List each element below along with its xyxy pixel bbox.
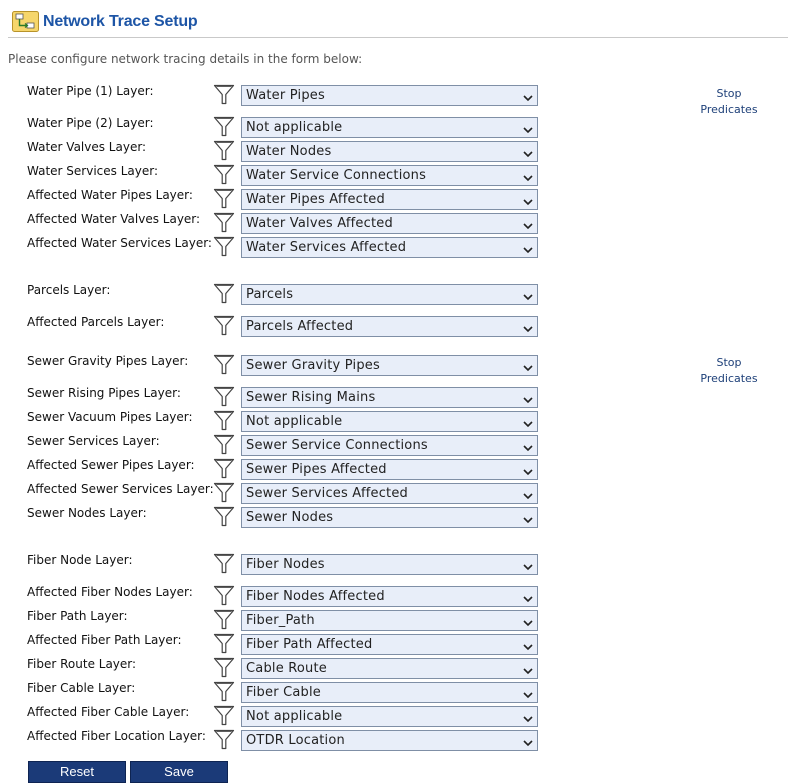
page-title: Network Trace Setup bbox=[43, 13, 198, 30]
layer-select[interactable] bbox=[241, 483, 538, 504]
layer-select-value: Not applicable bbox=[246, 120, 343, 135]
layer-row bbox=[0, 84, 560, 108]
layer-select[interactable] bbox=[241, 411, 538, 432]
layer-label: Sewer Rising Pipes Layer: bbox=[27, 386, 181, 400]
filter-icon[interactable] bbox=[212, 114, 236, 138]
layer-select[interactable] bbox=[241, 459, 538, 480]
layer-label: Affected Fiber Nodes Layer: bbox=[27, 585, 193, 599]
chevron-down-icon bbox=[523, 489, 533, 497]
filter-icon[interactable] bbox=[212, 186, 236, 210]
filter-icon[interactable] bbox=[212, 504, 236, 528]
layer-label: Affected Fiber Location Layer: bbox=[27, 729, 206, 743]
layer-row bbox=[0, 657, 560, 681]
layer-label: Water Valves Layer: bbox=[27, 140, 147, 154]
filter-icon[interactable] bbox=[212, 607, 236, 631]
chevron-down-icon bbox=[523, 171, 533, 179]
layer-select-value: Fiber Path Affected bbox=[246, 637, 373, 652]
chevron-down-icon bbox=[523, 393, 533, 401]
layer-select[interactable] bbox=[241, 189, 538, 210]
filter-icon[interactable] bbox=[212, 551, 236, 575]
layer-label: Affected Water Pipes Layer: bbox=[27, 188, 193, 202]
layer-select[interactable] bbox=[241, 507, 538, 528]
layer-select-value: Water Service Connections bbox=[246, 168, 427, 183]
filter-icon[interactable] bbox=[212, 703, 236, 727]
layer-row bbox=[0, 116, 560, 140]
filter-icon[interactable] bbox=[212, 583, 236, 607]
layer-label: Fiber Path Layer: bbox=[27, 609, 128, 623]
chevron-down-icon bbox=[523, 592, 533, 600]
layer-row bbox=[0, 609, 560, 633]
chevron-down-icon bbox=[523, 640, 533, 648]
layer-select-value: Parcels bbox=[246, 287, 294, 302]
layer-select-value: OTDR Location bbox=[246, 733, 345, 748]
layer-select[interactable] bbox=[241, 634, 538, 655]
filter-icon[interactable] bbox=[212, 655, 236, 679]
stop-predicates-line2: Predicates bbox=[700, 103, 758, 116]
layer-select-value: Sewer Pipes Affected bbox=[246, 462, 387, 477]
filter-icon[interactable] bbox=[212, 456, 236, 480]
filter-icon[interactable] bbox=[212, 138, 236, 162]
filter-icon[interactable] bbox=[212, 408, 236, 432]
layer-select[interactable] bbox=[241, 117, 538, 138]
layer-select[interactable] bbox=[241, 284, 538, 305]
reset-button[interactable]: Reset bbox=[28, 761, 126, 783]
layer-select[interactable] bbox=[241, 316, 538, 337]
filter-icon[interactable] bbox=[212, 82, 236, 106]
layer-select-value: Cable Route bbox=[246, 661, 327, 676]
layer-select[interactable] bbox=[241, 730, 538, 751]
layer-label: Water Pipe (1) Layer: bbox=[27, 84, 154, 98]
chevron-down-icon bbox=[523, 560, 533, 568]
chevron-down-icon bbox=[523, 712, 533, 720]
layer-select[interactable] bbox=[241, 435, 538, 456]
layer-select[interactable] bbox=[241, 165, 538, 186]
chevron-down-icon bbox=[523, 664, 533, 672]
filter-icon[interactable] bbox=[212, 352, 236, 376]
filter-icon[interactable] bbox=[212, 313, 236, 337]
layer-select[interactable] bbox=[241, 85, 538, 106]
layer-row bbox=[0, 506, 560, 530]
layer-select-value: Fiber Nodes Affected bbox=[246, 589, 385, 604]
chevron-down-icon bbox=[523, 322, 533, 330]
layer-select-value: Sewer Nodes bbox=[246, 510, 334, 525]
chevron-down-icon bbox=[523, 290, 533, 298]
layer-row bbox=[0, 164, 560, 188]
chevron-down-icon bbox=[523, 243, 533, 251]
layer-select-value: Water Services Affected bbox=[246, 240, 407, 255]
layer-label: Fiber Node Layer: bbox=[27, 553, 133, 567]
layer-label: Fiber Cable Layer: bbox=[27, 681, 136, 695]
layer-row bbox=[0, 482, 560, 506]
layer-select[interactable] bbox=[241, 237, 538, 258]
chevron-down-icon bbox=[523, 195, 533, 203]
layer-select-value: Fiber_Path bbox=[246, 613, 315, 628]
layer-row bbox=[0, 236, 560, 260]
layer-select[interactable] bbox=[241, 706, 538, 727]
layer-select[interactable] bbox=[241, 682, 538, 703]
chevron-down-icon bbox=[523, 123, 533, 131]
layer-select[interactable] bbox=[241, 141, 538, 162]
filter-icon[interactable] bbox=[212, 432, 236, 456]
stop-predicates-line1: Stop bbox=[716, 356, 742, 369]
layer-row bbox=[0, 681, 560, 705]
layer-row bbox=[0, 633, 560, 657]
filter-icon[interactable] bbox=[212, 210, 236, 234]
filter-icon[interactable] bbox=[212, 679, 236, 703]
layer-label: Affected Sewer Pipes Layer: bbox=[27, 458, 195, 472]
chevron-down-icon bbox=[523, 465, 533, 473]
layer-row bbox=[0, 386, 560, 410]
chevron-down-icon bbox=[523, 91, 533, 99]
chevron-down-icon bbox=[523, 513, 533, 521]
chevron-down-icon bbox=[523, 219, 533, 227]
layer-row bbox=[0, 434, 560, 458]
filter-icon[interactable] bbox=[212, 234, 236, 258]
layer-label: Affected Water Services Layer: bbox=[27, 236, 212, 250]
chevron-down-icon bbox=[523, 736, 533, 744]
layer-select[interactable] bbox=[241, 554, 538, 575]
chevron-down-icon bbox=[523, 147, 533, 155]
layer-row bbox=[0, 729, 560, 753]
layer-row bbox=[0, 188, 560, 212]
layer-row bbox=[0, 553, 560, 577]
layer-select-value: Fiber Cable bbox=[246, 685, 321, 700]
layer-row bbox=[0, 585, 560, 609]
layer-select-value: Water Nodes bbox=[246, 144, 332, 159]
layer-row bbox=[0, 140, 560, 164]
chevron-down-icon bbox=[523, 441, 533, 449]
layer-label: Affected Fiber Cable Layer: bbox=[27, 705, 190, 719]
chevron-down-icon bbox=[523, 417, 533, 425]
filter-icon[interactable] bbox=[212, 727, 236, 751]
layer-label: Sewer Gravity Pipes Layer: bbox=[27, 354, 189, 368]
layer-select-value: Not applicable bbox=[246, 414, 343, 429]
filter-icon[interactable] bbox=[212, 384, 236, 408]
layer-select-value: Water Pipes Affected bbox=[246, 192, 385, 207]
layer-label: Water Pipe (2) Layer: bbox=[27, 116, 154, 130]
layer-select-value: Not applicable bbox=[246, 709, 343, 724]
layer-row bbox=[0, 315, 560, 339]
layer-label: Fiber Route Layer: bbox=[27, 657, 137, 671]
layer-select-value: Water Valves Affected bbox=[246, 216, 393, 231]
chevron-down-icon bbox=[523, 616, 533, 624]
layer-label: Sewer Vacuum Pipes Layer: bbox=[27, 410, 193, 424]
layer-row bbox=[0, 212, 560, 236]
layer-label: Affected Water Valves Layer: bbox=[27, 212, 201, 226]
layer-label: Affected Parcels Layer: bbox=[27, 315, 165, 329]
filter-icon[interactable] bbox=[212, 281, 236, 305]
layer-select-value: Parcels Affected bbox=[246, 319, 354, 334]
layer-select[interactable] bbox=[241, 387, 538, 408]
chevron-down-icon bbox=[523, 688, 533, 696]
stop-predicates-link[interactable] bbox=[684, 86, 774, 118]
layer-select[interactable] bbox=[241, 658, 538, 679]
layer-row bbox=[0, 458, 560, 482]
stop-predicates-line1: Stop bbox=[716, 87, 742, 100]
filter-icon[interactable] bbox=[212, 162, 236, 186]
layer-select-value: Sewer Rising Mains bbox=[246, 390, 376, 405]
layer-label: Water Services Layer: bbox=[27, 164, 158, 178]
layer-label: Sewer Nodes Layer: bbox=[27, 506, 147, 520]
filter-icon[interactable] bbox=[212, 480, 236, 504]
intro-text: Please configure network tracing details in the form below: bbox=[8, 52, 363, 66]
save-button[interactable]: Save bbox=[130, 761, 228, 783]
layer-label: Affected Sewer Services Layer: bbox=[27, 482, 214, 496]
layer-label: Parcels Layer: bbox=[27, 283, 111, 297]
chevron-down-icon bbox=[523, 361, 533, 369]
layer-select-value: Fiber Nodes bbox=[246, 557, 325, 572]
stop-predicates-link[interactable] bbox=[684, 355, 774, 387]
layer-row bbox=[0, 410, 560, 434]
stop-predicates-line2: Predicates bbox=[700, 372, 758, 385]
layer-row bbox=[0, 354, 560, 378]
layer-select-value: Sewer Service Connections bbox=[246, 438, 428, 453]
layer-row bbox=[0, 705, 560, 729]
layer-select-value: Sewer Gravity Pipes bbox=[246, 358, 380, 373]
layer-select[interactable] bbox=[241, 586, 538, 607]
layer-select[interactable] bbox=[241, 610, 538, 631]
layer-label: Sewer Services Layer: bbox=[27, 434, 160, 448]
page-header bbox=[8, 10, 788, 38]
layer-select[interactable] bbox=[241, 355, 538, 376]
network-trace-icon bbox=[12, 11, 39, 32]
layer-select[interactable] bbox=[241, 213, 538, 234]
layer-row bbox=[0, 283, 560, 307]
layer-select-value: Water Pipes bbox=[246, 88, 325, 103]
filter-icon[interactable] bbox=[212, 631, 236, 655]
layer-select-value: Sewer Services Affected bbox=[246, 486, 408, 501]
layer-label: Affected Fiber Path Layer: bbox=[27, 633, 182, 647]
